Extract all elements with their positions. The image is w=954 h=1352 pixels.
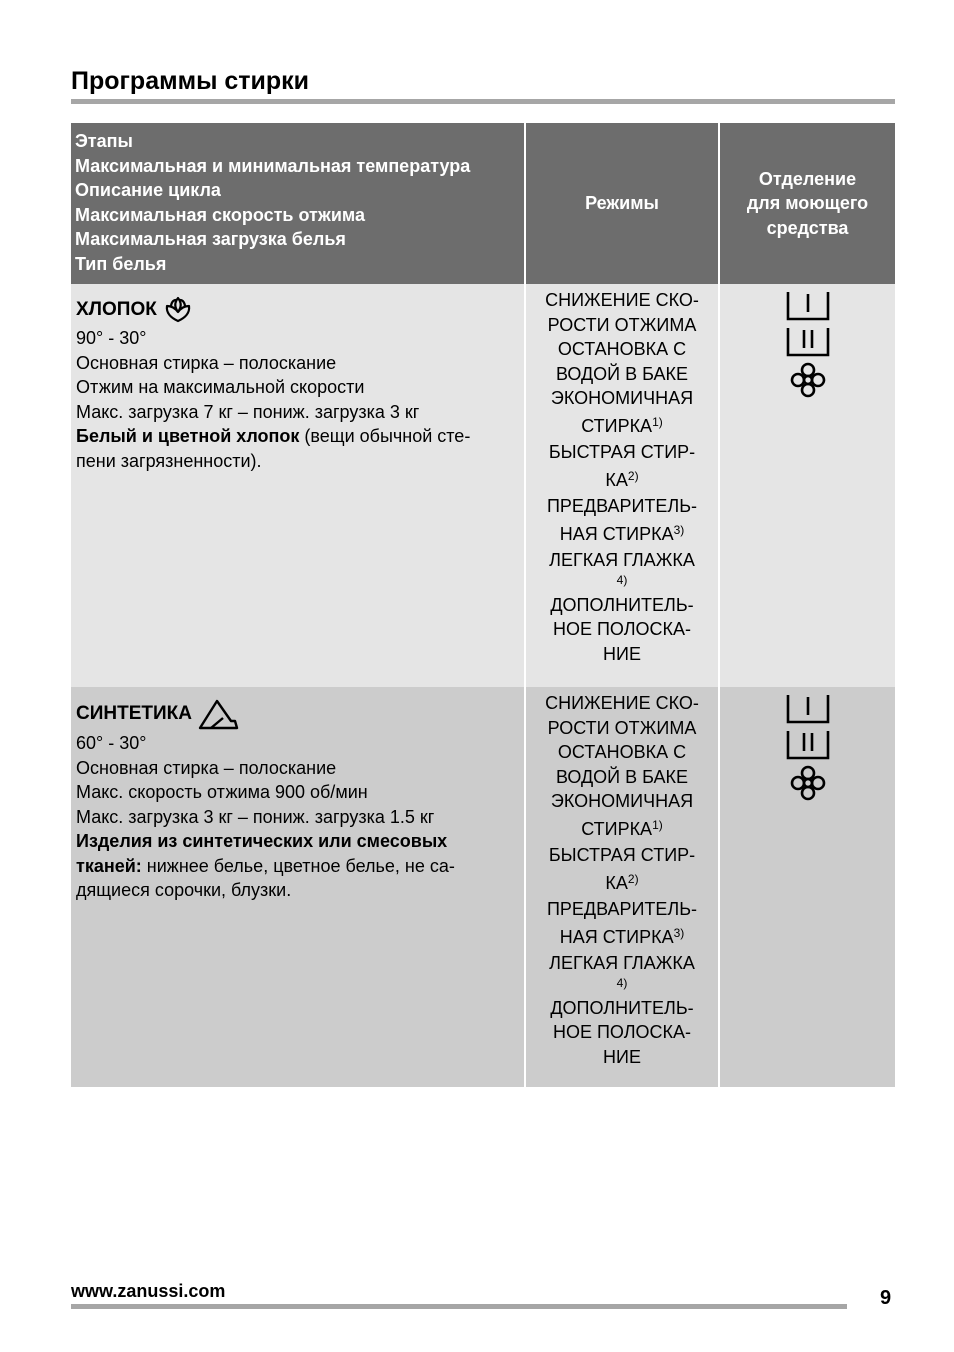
softener-flower-icon xyxy=(790,362,826,398)
fabric-text xyxy=(76,424,520,449)
footnote-ref: 1) xyxy=(652,817,663,832)
detergent-compartments xyxy=(719,687,895,1087)
option-line: ОСТАНОВКА С xyxy=(557,339,687,359)
option-line: БЫСТРАЯ СТИР- xyxy=(548,442,696,462)
footer-rule xyxy=(71,1304,847,1309)
option-text: НАЯ СТИРКА xyxy=(559,523,674,544)
option-text: СТИРКА xyxy=(581,415,653,436)
option-line: СНИЖЕНИЕ СКО- xyxy=(545,693,699,713)
compartment-i-icon xyxy=(784,290,832,322)
header-line: Тип белья xyxy=(75,253,167,274)
table-row xyxy=(71,687,895,1087)
compartment-ii-icon xyxy=(784,326,832,358)
table-header-row xyxy=(71,123,895,284)
option-line: ЛЕГКАЯ ГЛАЖКА xyxy=(549,953,695,973)
option-line: ОСТАНОВКА С xyxy=(557,742,687,762)
option-line xyxy=(530,522,714,547)
program-description xyxy=(71,284,525,687)
table-row xyxy=(71,284,895,687)
header-compartment xyxy=(719,123,895,284)
title-rule xyxy=(71,99,895,104)
fabric-bold: Изделия из синтетических или смесовых xyxy=(76,831,448,851)
option-line: ВОДОЙ В БАКЕ xyxy=(555,766,689,787)
fabric-rest: (вещи обычной сте- xyxy=(299,426,471,446)
option-line: ВОДОЙ В БАКЕ xyxy=(555,363,689,384)
option-line: НОЕ ПОЛОСКА- xyxy=(552,1022,692,1042)
compartment-ii-icon xyxy=(784,729,832,761)
option-line xyxy=(530,817,714,842)
fabric-text-cont: дящиеся сорочки, блузки. xyxy=(76,880,292,900)
option-line: БЫСТРАЯ СТИР- xyxy=(548,845,696,865)
option-line: ЛЕГКАЯ ГЛАЖКА xyxy=(549,550,695,570)
header-line: Этапы xyxy=(75,131,133,151)
option-line: СНИЖЕНИЕ СКО- xyxy=(545,290,699,310)
header-line: для моющего xyxy=(746,193,869,214)
footnote-ref: 3) xyxy=(673,522,685,537)
load-text: Макс. загрузка 7 кг – пониж. загрузка 3 кг xyxy=(76,401,420,422)
option-line: РОСТИ ОТЖИМА xyxy=(547,717,697,738)
detergent-compartments xyxy=(719,284,895,687)
cotton-flower-icon xyxy=(162,294,194,326)
option-text: КА xyxy=(605,872,628,893)
option-line xyxy=(530,414,714,439)
option-line xyxy=(530,871,714,896)
option-line xyxy=(530,925,714,950)
temperature-text: 90° - 30° xyxy=(76,328,147,348)
program-name-text: ХЛОПОК xyxy=(76,299,157,320)
option-line: ЭКОНОМИЧНАЯ xyxy=(550,388,694,408)
load-text: Макс. загрузка 3 кг – пониж. загрузка 1.5 кг xyxy=(76,806,435,827)
synthetics-triangle-icon xyxy=(197,697,241,731)
header-line: средства xyxy=(766,217,849,238)
option-line: ЭКОНОМИЧНАЯ xyxy=(550,791,694,811)
option-line: НИЕ xyxy=(603,1046,641,1067)
programs-table xyxy=(71,123,895,1087)
option-line xyxy=(530,468,714,493)
option-line: ПРЕДВАРИТЕЛЬ- xyxy=(546,899,698,919)
page-number: 9 xyxy=(880,1287,892,1309)
option-line: НОЕ ПОЛОСКА- xyxy=(552,619,692,639)
footnote-ref: 1) xyxy=(652,414,663,429)
footer-website-link[interactable]: www.zanussi.com xyxy=(71,1281,226,1301)
header-line: Отделение xyxy=(758,168,857,189)
option-line: РОСТИ ОТЖИМА xyxy=(547,314,697,335)
fabric-rest: нижнее белье, цветное белье, не са- xyxy=(141,855,455,876)
fabric-bold: тканей: xyxy=(76,855,142,876)
temperature-text: 60° - 30° xyxy=(76,733,147,753)
program-description xyxy=(71,687,525,1087)
option-line: НИЕ xyxy=(603,643,641,664)
program-name xyxy=(76,294,194,326)
option-text: КА xyxy=(605,469,628,490)
option-line: ПРЕДВАРИТЕЛЬ- xyxy=(546,496,698,516)
compartment-i-icon xyxy=(784,693,832,725)
header-line: Описание цикла xyxy=(75,180,221,200)
header-modes: Режимы xyxy=(525,123,719,284)
footnote-ref: 2) xyxy=(627,871,639,886)
cycle-text: Основная стирка – полоскание xyxy=(76,757,337,778)
spin-text: Макс. скорость отжима 900 об/мин xyxy=(76,782,368,802)
footnote-ref: 4) xyxy=(616,572,628,587)
header-line: Максимальная скорость отжима xyxy=(75,204,365,225)
header-line: Максимальная загрузка белья xyxy=(75,229,346,249)
option-line: ДОПОЛНИТЕЛЬ- xyxy=(550,997,694,1018)
header-stages xyxy=(71,123,525,284)
spin-text: Отжим на максимальной скорости xyxy=(76,377,365,397)
program-name-text: СИНТЕТИКА xyxy=(76,703,192,724)
fabric-text xyxy=(76,854,520,879)
program-options xyxy=(525,284,719,687)
program-name xyxy=(76,697,241,731)
footnote-ref: 2) xyxy=(627,468,639,483)
footnote-ref: 3) xyxy=(673,925,685,940)
header-line: Максимальная и минимальная температура xyxy=(75,155,471,176)
option-line: ДОПОЛНИТЕЛЬ- xyxy=(550,594,694,615)
cycle-text: Основная стирка – полоскание xyxy=(76,352,337,373)
fabric-bold: Белый и цветной хлопок xyxy=(76,426,300,446)
option-text: НАЯ СТИРКА xyxy=(559,926,674,947)
option-text: СТИРКА xyxy=(581,818,653,839)
softener-flower-icon xyxy=(790,765,826,801)
fabric-text-cont: пени загрязненности). xyxy=(76,450,262,471)
page-title: Программы стирки xyxy=(71,67,310,95)
footnote-ref: 4) xyxy=(616,975,628,990)
program-options xyxy=(525,687,719,1087)
